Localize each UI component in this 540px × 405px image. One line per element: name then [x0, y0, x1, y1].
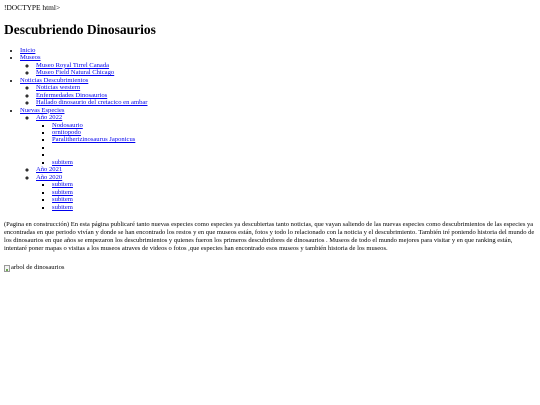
- broken-image-icon: [4, 265, 10, 272]
- especies-submenu: [20, 114, 536, 211]
- nav-link-subitem[interactable]: subitem: [52, 196, 73, 204]
- nav-item-2022: [36, 114, 536, 166]
- nav-item-noticias: [20, 77, 536, 107]
- list-item: [52, 129, 536, 136]
- nav-link-paralitherizinosaurus[interactable]: Paralitherizinosaurus Japonicus: [52, 136, 136, 144]
- nav-link-especies[interactable]: Nuevas Especies: [20, 106, 65, 114]
- nav-link-2022[interactable]: Año 2022: [36, 114, 63, 122]
- list-item: [36, 62, 536, 69]
- dinosaur-tree-image: [4, 264, 536, 272]
- page-title: Descubriendo Dinosaurios: [4, 22, 156, 37]
- nav-link-ornitopodo[interactable]: ornitopodo: [52, 128, 81, 136]
- nav-item-inicio: [20, 47, 536, 54]
- image-alt-text: arbol de dinosaurios: [11, 264, 65, 272]
- nav-link-noticias-western[interactable]: Noticias western: [36, 84, 81, 92]
- nav-link-subitem[interactable]: subitem: [52, 203, 73, 211]
- list-item: [52, 136, 536, 143]
- list-item: [52, 122, 536, 129]
- nav-link-museo-field[interactable]: Museo Field Natural Chicago: [36, 69, 115, 77]
- nav-link-subitem[interactable]: subitem: [52, 188, 73, 196]
- list-item: [52, 204, 536, 211]
- nav-link-hallado-dinosaurio[interactable]: Hallado dinosaurio del cretacico en ambar: [36, 99, 148, 107]
- nav-item-especies: [20, 107, 536, 211]
- noticias-submenu: [20, 84, 536, 106]
- nav-item-2021: [36, 166, 536, 173]
- nav-link-nodosaurio[interactable]: Nodosaurio: [52, 121, 83, 129]
- list-item: [52, 159, 536, 166]
- list-item: [36, 84, 536, 91]
- list-item-empty: [52, 151, 536, 158]
- museos-submenu: [20, 62, 536, 77]
- page: [4, 0, 536, 272]
- nav-link-2021[interactable]: Año 2021: [36, 166, 63, 174]
- list-item: [36, 99, 536, 106]
- nav-item-museos: [20, 54, 536, 76]
- list-item: [36, 69, 536, 76]
- nav-link-inicio[interactable]: Inicio: [20, 47, 36, 54]
- list-item: [52, 196, 536, 203]
- list-item: [52, 181, 536, 188]
- list-item: [36, 92, 536, 99]
- submenu-2020: [36, 181, 536, 211]
- list-item-empty: [52, 144, 536, 151]
- nav-link-subitem[interactable]: subitem: [52, 158, 73, 166]
- list-item: [52, 189, 536, 196]
- nav-menu: [4, 47, 536, 211]
- nav-link-museo-royal-tirrel[interactable]: Museo Royal Tirrel Canada: [36, 61, 110, 69]
- nav-item-2020: [36, 174, 536, 211]
- nav-link-museos[interactable]: Museos: [20, 54, 41, 62]
- nav-link-2020[interactable]: Año 2020: [36, 173, 63, 181]
- submenu-2022: [36, 122, 536, 167]
- nav-link-enfermedades[interactable]: Enfermedades Dinosaurios: [36, 91, 108, 99]
- nav-link-noticias[interactable]: Noticias Descubrimientos: [20, 76, 89, 84]
- stray-doctype-text: !DOCTYPE html>: [4, 3, 61, 12]
- nav-link-subitem[interactable]: subitem: [52, 181, 73, 189]
- intro-paragraph: (Pagina en construcción) En esta página publicaré tanto nuevas especies como especies ya descubiertas tanto noticias, que vayan saliendo de las nuevas especies como descubrimientos de las especies ya encontradas en que periodo vivían y donde se han encontrado los restos y en que museos están, fotos y todo lo relacionado con la noticia y el descubrimiento. También iré poniendo historia del mundo de los dinosaurios en que años se empezaron los descubrimientos y quienes fueron los primeros descubridores de dinosaurios . Museos de todo el mundo mejores para visitar y en que ranking están, intentaré poner mapas o visitas a los museos atraves de videos o fotos ,que especies han encontrado esos museos y también historia de los museos.: [4, 220, 535, 253]
